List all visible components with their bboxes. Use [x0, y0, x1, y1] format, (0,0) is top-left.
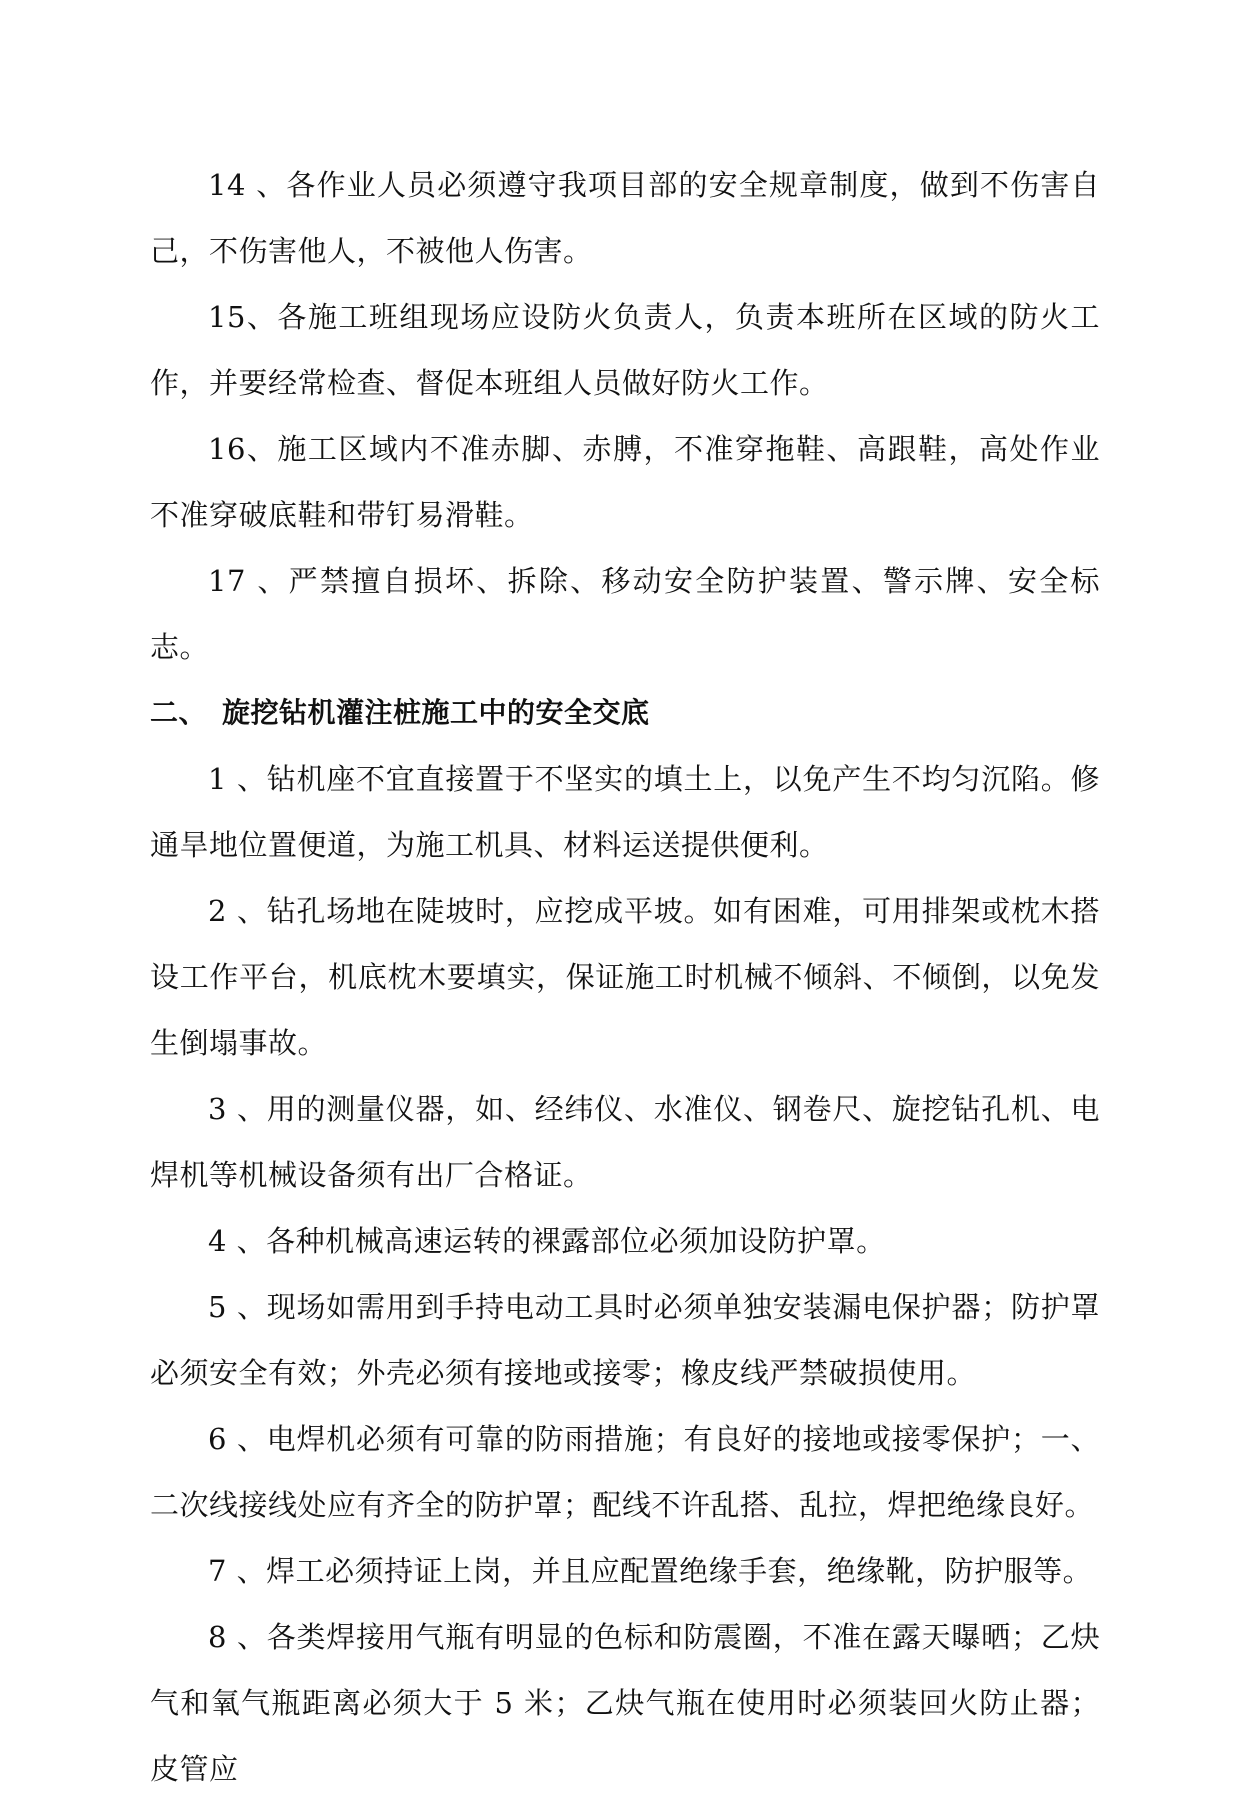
paragraph-item-2: 2 、钻孔场地在陡坡时，应挖成平坡。如有困难，可用排架或枕木搭设工作平台，机底枕木要填实，保证施工时机械不倾斜、不倾倒，以免发生倒塌事故。 — [150, 894, 1100, 1060]
paragraph-item-7: 7 、焊工必须持证上岗，并且应配置绝缘手套，绝缘靴，防护服等。 — [208, 1554, 1093, 1588]
paragraph-item-17: 17 、严禁擅自损坏、拆除、移动安全防护装置、警示牌、安全标志。 — [150, 564, 1100, 664]
section-title: 旋挖钻机灌注桩施工中的安全交底 — [222, 696, 650, 729]
paragraph-item-14: 14 、各作业人员必须遵守我项目部的安全规章制度，做到不伤害自己，不伤害他人，不被他人伤害。 — [150, 168, 1100, 268]
paragraph-item-16: 16、施工区域内不准赤脚、赤膊，不准穿拖鞋、高跟鞋，高处作业不准穿破底鞋和带钉易滑鞋。 — [150, 432, 1100, 532]
document-body — [150, 152, 1100, 1802]
paragraph-item-4: 4 、各种机械高速运转的裸露部位必须加设防护罩。 — [208, 1224, 886, 1258]
paragraph-item-1: 1 、钻机座不宜直接置于不坚实的填土上，以免产生不均匀沉陷。修通旱地位置便道，为施工机具、材料运送提供便利。 — [150, 762, 1100, 862]
section-heading — [150, 680, 1100, 746]
paragraph-item-15: 15、各施工班组现场应设防火负责人，负责本班所在区域的防火工作，并要经常检查、督促本班组人员做好防火工作。 — [150, 300, 1100, 400]
paragraph-item-6: 6 、电焊机必须有可靠的防雨措施；有良好的接地或接零保护；一、二次线接线处应有齐全的防护罩；配线不许乱搭、乱拉，焊把绝缘良好。 — [150, 1422, 1100, 1522]
section-number: 二、 — [150, 696, 208, 729]
paragraph-item-5: 5 、现场如需用到手持电动工具时必须单独安装漏电保护器；防护罩必须安全有效；外壳必须有接地或接零；橡皮线严禁破损使用。 — [150, 1290, 1100, 1390]
paragraph-item-3: 3 、用的测量仪器，如、经纬仪、水准仪、钢卷尺、旋挖钻孔机、电焊机等机械设备须有出厂合格证。 — [150, 1092, 1100, 1192]
paragraph-item-8: 8 、各类焊接用气瓶有明显的色标和防震圈，不准在露天曝晒；乙炔气和氧气瓶距离必须大于 5 米；乙炔气瓶在使用时必须装回火防止器；皮管应 — [150, 1620, 1100, 1786]
